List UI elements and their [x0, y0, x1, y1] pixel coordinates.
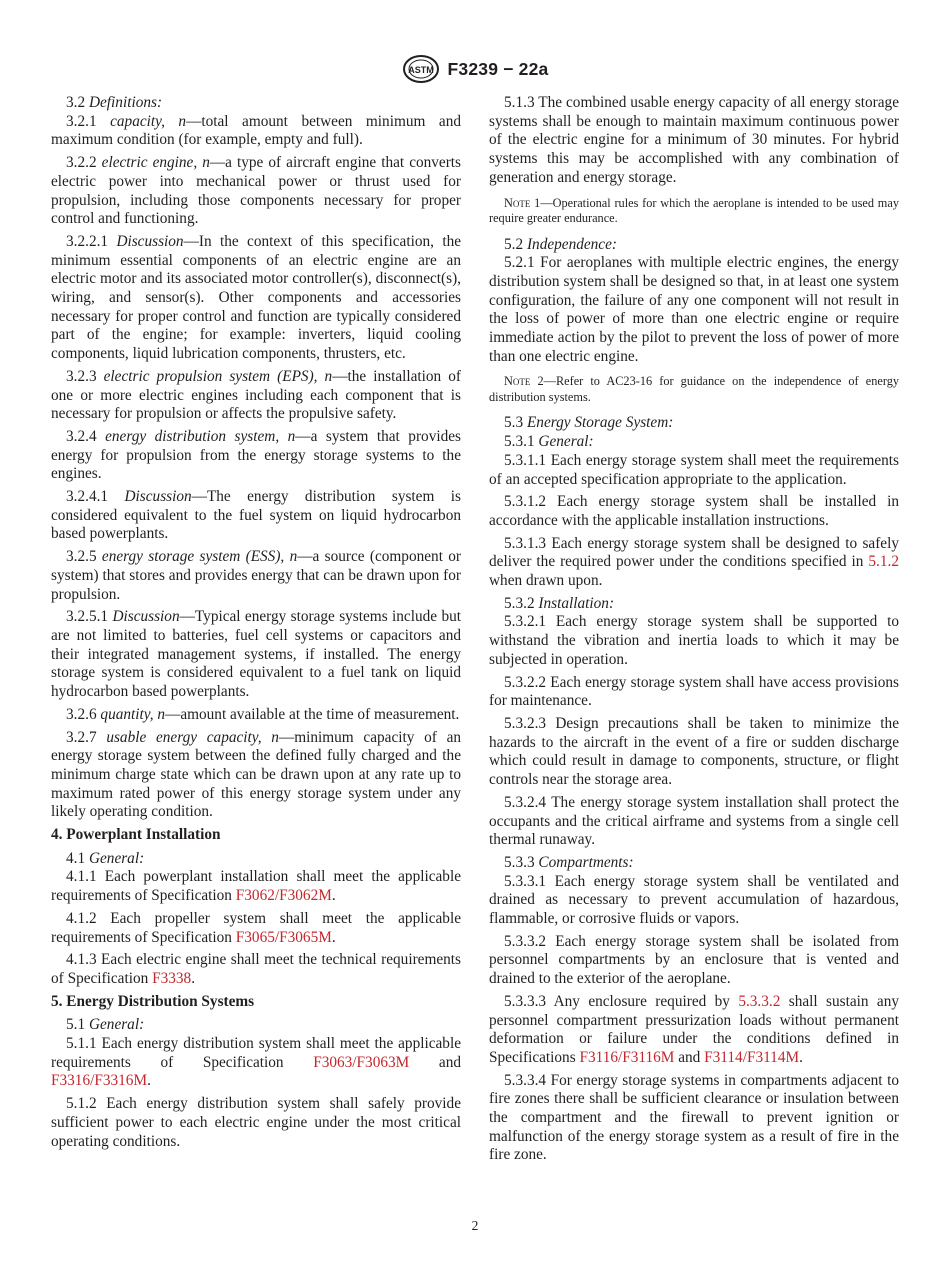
section-5-3-3-1: 5.3.3.1 Each energy storage system shall be ventilated and drained as necessary to prevent accumulation of hazardous, flammable, or corrosive fluids or vapors. [489, 872, 899, 928]
astm-logo-icon [402, 54, 440, 84]
section-4-1-3: 4.1.3 Each electric engine shall meet the technical requirements of Specification F3338. [51, 951, 461, 987]
section-5-3-1: 5.3.1 General: [504, 433, 594, 451]
page-header [0, 52, 950, 86]
ref-f3063[interactable]: F3063/F3063M [313, 1053, 410, 1071]
ref-f3116[interactable]: F3116/F3116M [579, 1048, 675, 1066]
left-column [51, 94, 461, 1155]
section-3-2-1: 3.2.1 capacity, n—total amount between minimum and maximum condition (for example, empty and full). [51, 112, 461, 149]
section-5-1-3: 5.1.3 The combined usable energy capacity of all energy storage systems shall be enough to maintain maximum continuous power of the electric engine for a minimum of 30 minutes. For hybrid systems this may be accomplished with any combination of generation and energy storage. [489, 94, 899, 186]
ref-5-3-3-2[interactable]: 5.3.3.2 [738, 992, 781, 1010]
ref-5-1-2[interactable]: 5.1.2 [868, 553, 899, 571]
ref-f3114[interactable]: F3114/F3114M [704, 1048, 800, 1066]
section-3-2-3: 3.2.3 electric propulsion system (EPS), n—the installation of one or more electric engines including each component that is necessary for propulsion or affects the propulsive safety. [51, 367, 461, 423]
section-3-2-5: 3.2.5 energy storage system (ESS), n—a source (component or system) that stores and provides energy that can be drawn upon for propulsion. [51, 548, 462, 603]
section-5-3-3-3: 5.3.3.3 Any enclosure required by 5.3.3.2 shall sustain any personnel compartment pressurization loads without permanent deformation or failure under the conditions defined in Specifications F3116/F3116M and F3114/F3114M. [489, 992, 899, 1066]
section-5-1: 5.1 General: [66, 1016, 145, 1034]
section-5-3-2-3: 5.3.2.3 Design precautions shall be taken to minimize the hazards to the aircraft in the event of a fire or sudden discharge which could result in damage to components, structure, or flight controls near the storage area. [489, 714, 899, 789]
section-5-3-3-4: 5.3.3.4 For energy storage systems in compartments adjacent to fire zones there shall be sufficient clearance or insulation between the compartment and the firewall to prevent ignition or malfunction of the energy storage system as a result of fire in the fire zone. [489, 1071, 899, 1164]
section-3-2-4: 3.2.4 energy distribution system, n—a system that provides energy for propulsion from the energy storage systems to the engines. [51, 427, 461, 483]
note-1: Note 1—Operational rules for which the aeroplane is intended to be used may require greater endurance. [489, 195, 899, 226]
standard-designation: F3239 − 22a [447, 58, 549, 79]
note-2: Note 2—Refer to AC23-16 for guidance on the independence of energy distribution systems. [489, 374, 899, 404]
svg-text:ASTM: ASTM [407, 65, 434, 75]
section-5-2: 5.2 Independence: [504, 235, 617, 253]
ref-f3338[interactable]: F3338 [152, 969, 192, 987]
section-3-2-4-1: 3.2.4.1 Discussion—The energy distribution system is considered equivalent to the fuel system on liquid hydrocarbon based powerplants. [51, 488, 462, 543]
section-4-1-1: 4.1.1 Each powerplant installation shall meet the applicable requirements of Specification F3062/F3062M. [51, 868, 461, 905]
section-5-2-1: 5.2.1 For aeroplanes with multiple electric engines, the energy distribution system shall be designed so that, in at least one system configuration, the failure of any one component will not result in the loss of power of more than one electric engine or require immediate action by the pilot to prevent the loss of power of more than one electric engine. [489, 254, 899, 365]
section-3-2-6: 3.2.6 quantity, n—amount available at the time of measurement. [66, 705, 460, 723]
section-5-1-2: 5.1.2 Each energy distribution system shall safely provide sufficient power to each electric engine under the most critical operating conditions. [51, 1095, 461, 1150]
ref-f3316[interactable]: F3316/F3316M [51, 1072, 148, 1090]
section-3-2-2-1: 3.2.2.1 Discussion—In the context of this specification, the minimum essential components of an electric engine are an electric motor and its associated motor controller(s), disconnect(s), wiring, and sensor(s). Other components and accessories necessary for proper control and function are typically considered part of the engine; for example: inverters, liquid cooling components, liquid lubrication components, thrusters, etc. [51, 232, 462, 363]
section-3-2-5-1: 3.2.5.1 Discussion—Typical energy storage systems include but are not limited to batteries, fuel cell systems or capacitors and their integrated management systems, if installed. The energy storage system is considered equivalent to a fuel tank on liquid hydrocarbon based powerplants. [51, 608, 461, 701]
section-3-2-2: 3.2.2 electric engine, n—a type of aircraft engine that converts electric power into mechanical power or thrust used for propulsion, including those components necessary for proper control and functioning. [51, 154, 462, 228]
section-3-2-7: 3.2.7 usable energy capacity, n—minimum capacity of an energy storage system between the defined fully charged and the minimum charge state which can be drawn upon at any rate up to maximum rated power of this energy storage system under any likely operating condition. [51, 728, 462, 821]
section-5-3-2-1: 5.3.2.1 Each energy storage system shall be supported to withstand the vibration and inertia loads to which it may be subjected in operation. [489, 613, 899, 668]
section-4-1-2: 4.1.2 Each propeller system shall meet the applicable requirements of Specification F3065/F3065M. [51, 909, 461, 946]
section-5-3-2-2: 5.3.2.2 Each energy storage system shall have access provisions for maintenance. [489, 673, 899, 710]
section-5-3-2-4: 5.3.2.4 The energy storage system installation shall protect the occupants and the critical airframe and systems from a single cell thermal runaway. [489, 793, 899, 849]
section-5-3-1-1: 5.3.1.1 Each energy storage system shall meet the requirements of an accepted specification appropriate to the application. [489, 451, 899, 488]
section-5-3: 5.3 Energy Storage System: [504, 414, 674, 432]
heading-section-5: 5. Energy Distribution Systems [51, 992, 255, 1010]
section-5-1-1: 5.1.1 Each energy distribution system shall meet the applicable requirements of Specification F3063/F3063M and F3316/F3316M. [51, 1035, 461, 1090]
right-column [489, 94, 899, 1169]
section-3-2: 3.2 Definitions: [66, 94, 163, 111]
section-5-3-3: 5.3.3 Compartments: [504, 853, 634, 871]
page-number: 2 [471, 1218, 479, 1233]
section-4-1: 4.1 General: [66, 849, 145, 867]
section-5-3-1-2: 5.3.1.2 Each energy storage system shall be installed in accordance with the applicable installation instructions. [489, 493, 899, 529]
heading-section-4: 4. Powerplant Installation [51, 826, 221, 844]
section-5-3-2: 5.3.2 Installation: [504, 594, 615, 612]
ref-f3065[interactable]: F3065/F3065M [235, 928, 332, 946]
section-5-3-1-3: 5.3.1.3 Each energy storage system shall be designed to safely deliver the required power under the conditions specified in 5.1.2 when drawn upon. [489, 534, 899, 590]
section-5-3-3-2: 5.3.3.2 Each energy storage system shall be isolated from personnel compartments by an enclosure that is vented and drained to the exterior of the aeroplane. [489, 932, 899, 988]
ref-f3062[interactable]: F3062/F3062M [235, 887, 332, 905]
